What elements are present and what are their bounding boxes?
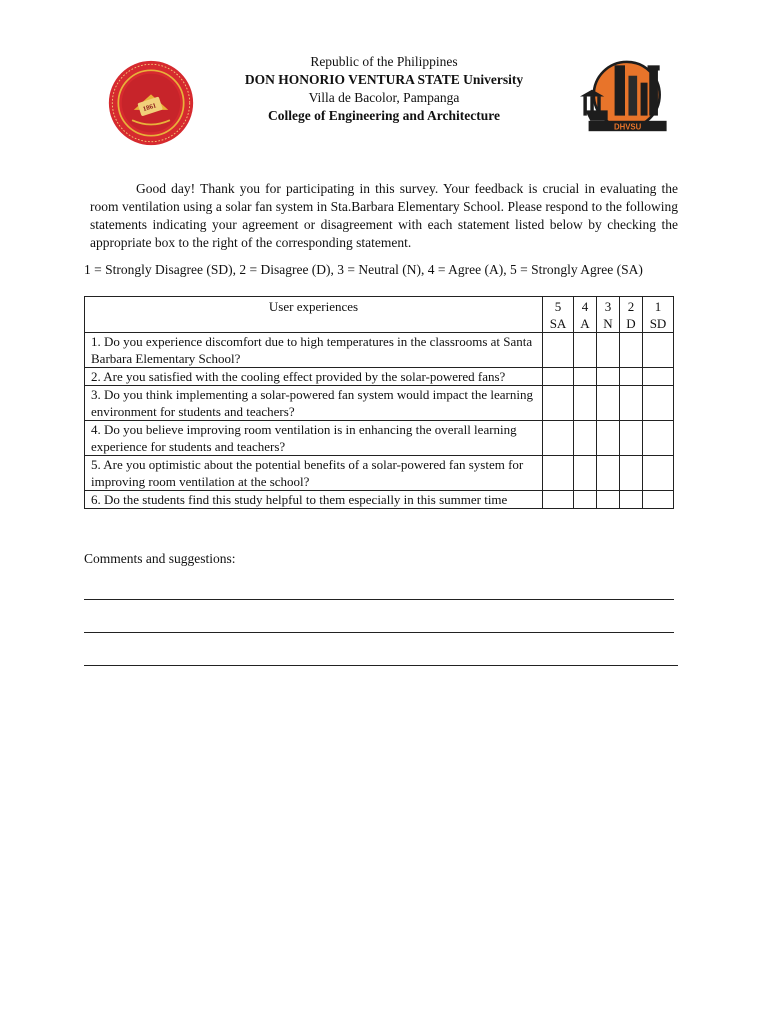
rating-box-2[interactable]	[620, 368, 643, 386]
rating-box-5[interactable]	[543, 368, 574, 386]
rating-box-3[interactable]	[597, 368, 620, 386]
question-text: 3. Do you think implementing a solar-powered fan system would impact the learning environment for students and teachers?	[85, 386, 543, 421]
rating-box-5[interactable]	[543, 491, 574, 509]
rating-box-4[interactable]	[574, 421, 597, 456]
comment-line-3[interactable]	[84, 665, 678, 666]
comment-line-1[interactable]	[84, 599, 674, 600]
intro-paragraph: Good day! Thank you for participating in this survey. Your feedback is crucial in evaluating the room ventilation using a solar fan system in Sta.Barbara Elementary School. Please respond to the following statements indicating your agreement or disagreement with each statement listed below by checking the appropriate box to the right of the corresponding statement.	[90, 181, 678, 250]
table-row	[85, 386, 674, 421]
table-row	[85, 456, 674, 491]
rating-box-3[interactable]	[597, 456, 620, 491]
table-row	[85, 491, 674, 509]
header-university: DON HONORIO VENTURA STATE University	[244, 72, 524, 87]
rating-box-4[interactable]	[574, 491, 597, 509]
rating-box-5[interactable]	[543, 386, 574, 421]
rating-scale-legend: 1 = Strongly Disagree (SD), 2 = Disagree (D), 3 = Neutral (N), 4 = Agree (A), 5 = Strongly Agree (SA)	[84, 262, 643, 277]
table-header-row	[85, 297, 674, 333]
rating-box-1[interactable]	[643, 333, 674, 368]
rating-box-1[interactable]	[643, 456, 674, 491]
rating-box-5[interactable]	[543, 333, 574, 368]
rating-box-1[interactable]	[643, 421, 674, 456]
rating-box-3[interactable]	[597, 386, 620, 421]
question-text: 6. Do the students find this study helpful to them especially in this summer time	[85, 491, 543, 509]
rating-box-3[interactable]	[597, 491, 620, 509]
rating-box-1[interactable]	[643, 491, 674, 509]
rating-box-2[interactable]	[620, 386, 643, 421]
question-text: 1. Do you experience discomfort due to high temperatures in the classrooms at Santa Barbara Elementary School?	[85, 333, 543, 368]
rating-box-2[interactable]	[620, 333, 643, 368]
rating-box-4[interactable]	[574, 386, 597, 421]
comments-label: Comments and suggestions:	[84, 551, 236, 566]
column-header-user-experiences: User experiences	[85, 297, 543, 333]
header-college: College of Engineering and Architecture	[268, 108, 500, 123]
question-text: 5. Are you optimistic about the potential benefits of a solar-powered fan system for improving room ventilation at the school?	[85, 456, 543, 491]
intro-section	[90, 180, 678, 252]
comment-line-2[interactable]	[84, 632, 674, 633]
rating-box-2[interactable]	[620, 421, 643, 456]
header-address: Villa de Bacolor, Pampanga	[308, 90, 460, 105]
document-header	[0, 53, 768, 125]
column-header-3: 3 N	[597, 297, 620, 333]
rating-box-5[interactable]	[543, 421, 574, 456]
rating-box-1[interactable]	[643, 386, 674, 421]
rating-box-4[interactable]	[574, 456, 597, 491]
seal-year: 1861	[142, 102, 158, 114]
column-header-5: 5 SA	[543, 297, 574, 333]
column-header-2: 2 D	[620, 297, 643, 333]
rating-box-2[interactable]	[620, 456, 643, 491]
rating-box-2[interactable]	[620, 491, 643, 509]
table-row	[85, 421, 674, 456]
rating-box-5[interactable]	[543, 456, 574, 491]
rating-box-3[interactable]	[597, 421, 620, 456]
header-republic: Republic of the Philippines	[310, 54, 458, 69]
survey-table	[84, 296, 674, 509]
table-row	[85, 368, 674, 386]
question-text: 4. Do you believe improving room ventilation is in enhancing the overall learning experience for students and teachers?	[85, 421, 543, 456]
column-header-4: 4 A	[574, 297, 597, 333]
rating-box-4[interactable]	[574, 333, 597, 368]
rating-box-4[interactable]	[574, 368, 597, 386]
table-row	[85, 333, 674, 368]
logo-text: DHVSU	[613, 122, 642, 132]
rating-box-1[interactable]	[643, 368, 674, 386]
column-header-1: 1 SD	[643, 297, 674, 333]
rating-box-3[interactable]	[597, 333, 620, 368]
question-text: 2. Are you satisfied with the cooling effect provided by the solar-powered fans?	[85, 368, 543, 386]
